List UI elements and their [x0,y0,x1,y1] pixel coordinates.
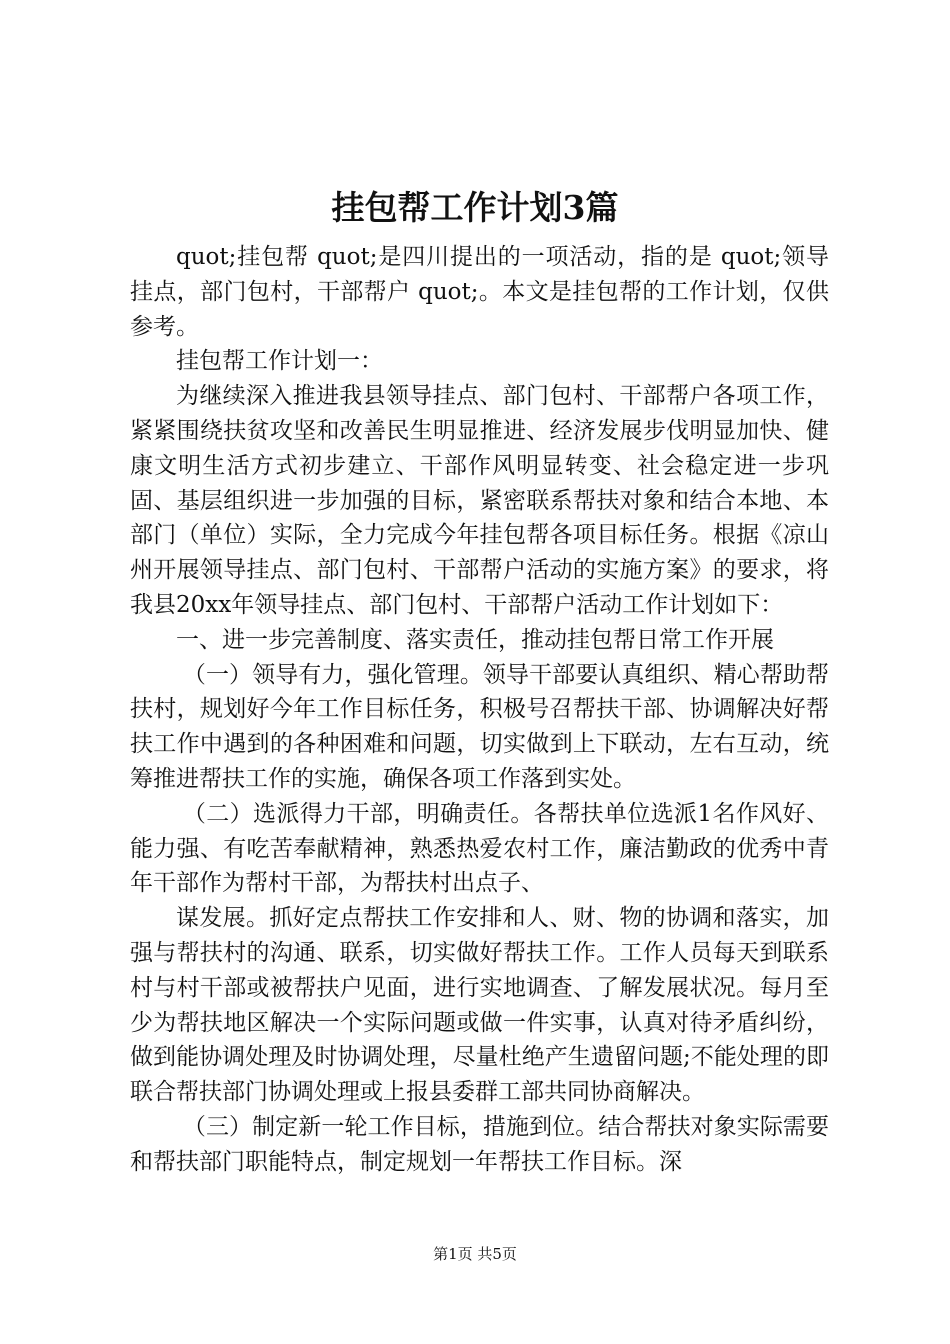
document-body [130,240,829,1180]
paragraph-plan-one-body: 为继续深入推进我县领导挂点、部门包村、干部帮户各项工作，紧紧围绕扶贫攻坚和改善民生明显推进、经济发展步伐明显加快、健康文明生活方式初步建立、干部作风明显转变、社会稳定进一步巩固、基层组织进一步加强的目标，紧密联系帮扶对象和结合本地、本部门（单位）实际，全力完成今年挂包帮各项目标任务。根据《凉山州开展领导挂点、部门包村、干部帮户活动的实施方案》的要求，将我县20xx年领导挂点、部门包村、干部帮户活动工作计划如下： [130,383,829,618]
document-title: 挂包帮工作计划3篇 [331,188,619,227]
paragraph-plan-one-heading: 挂包帮工作计划一： [176,348,383,375]
paragraph-section-one-heading: 一、进一步完善制度、落实责任，推动挂包帮日常工作开展 [176,626,774,653]
page-number-footer: 第1页 共5页 [433,1245,517,1263]
paragraph-item-two: （二）选派得力干部，明确责任。各帮扶单位选派1名作风好、能力强、有吃苦奉献精神，熟悉热爱农村工作，廉洁勤政的优秀中青年干部作为帮村干部，为帮扶村出点子、 [130,800,829,897]
paragraph-item-two-continued: 谋发展。抓好定点帮扶工作安排和人、财、物的协调和落实，加强与帮扶村的沟通、联系，切实做好帮扶工作。工作人员每天到联系村与村干部或被帮扶户见面，进行实地调查、了解发展状况。每月至少为帮扶地区解决一个实际问题或做一件实事，认真对待矛盾纠纷，做到能协调处理及时协调处理，尽量杜绝产生遗留问题;不能处理的即联合帮扶部门协调处理或上报县委群工部共同协商解决。 [130,905,829,1106]
paragraph-item-three: （三）制定新一轮工作目标，措施到位。结合帮扶对象实际需要和帮扶部门职能特点，制定规划一年帮扶工作目标。深 [130,1113,829,1175]
paragraph-intro: quot;挂包帮 quot;是四川提出的一项活动，指的是 quot;领导挂点，部门包村，干部帮户 quot;。本文是挂包帮的工作计划，仅供参考。 [130,244,829,340]
paragraph-item-one: （一）领导有力，强化管理。领导干部要认真组织、精心帮助帮扶村，规划好今年工作目标任务，积极号召帮扶干部、协调解决好帮扶工作中遇到的各种困难和问题，切实做到上下联动，左右互动，统筹推进帮扶工作的实施，确保各项工作落到实处。 [130,661,829,792]
